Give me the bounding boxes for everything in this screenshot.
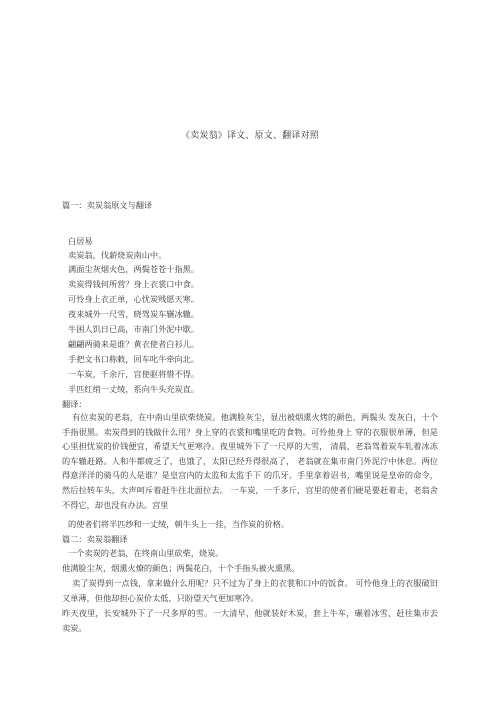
section2-line: 一个卖炭的老翁，在终南山里砍柴，烧炭。 [68,548,224,558]
poem-line: 半匹红绡一丈绫，系向牛头充炭直。 [68,384,200,394]
poem-line: 夜来城外一尺雪，晓驾炭车辗冰辙。 [68,309,200,319]
translation-tail: 的使者们将半匹纱和一丈绫，朝牛头上一挂，当作炭的价格。 [68,519,290,529]
section-heading: 篇一：卖炭翁原文与翻译 [62,200,153,210]
poem-author: 白居易 [68,236,93,246]
section2-paragraph: 卖了炭得到一点钱，拿来做什么用呢？只不过为了身上的衣裳和口中的饭食。 可怜他身上的衣服破旧又单薄，但他却担心炭价太低，只盼望天气更加寒冷。 [62,578,438,603]
poem-line: 牛困人饥日已高，市南门外泥中歇。 [68,324,200,334]
poem-line: 一车炭，千余斤，宫使驱将惜不得。 [68,369,200,379]
section2-paragraph: 昨天夜里，长安城外下了一尺多厚的雪。一大清早，他就装好木炭，套上牛车，碾着冰雪，赶往集市去卖炭。 [62,608,438,633]
translation-paragraph: 有位卖炭的老翁，在中南山里砍柴烧炭。他满脸灰尘，显出被烟熏火烤的颜色，两鬓头 发灰白，十个手指很黑。卖炭得到的钱做什么用？身上穿的衣裳和嘴里吃的食物。可怜他身上 穿的衣服很单薄，但是心里担忧炭的价钱便宜，希望天气更寒冷。夜里城外下了一尺厚的大雪， 清晨，老翁驾着炭车轧着冰冻的车辙赶路。人和牛都疲乏了，也饿了，太阳已经升得很高了， 老翁就在集市南门外泥泞中休息。两位得意洋洋的骑马的人是谁？是皇宫内的太监和太监手下 的爪牙。手里拿着诏书，嘴里说是皇帝的命令，然后拉转车头，大声呵斥着赶牛往北面拉去。 一车炭，一千多斤，宫里的使者们硬是要赶着走，老翁舍不得它，却也没有办法。宫里 [62,412,438,510]
poem-line: 卖炭翁，伐薪烧炭南山中。 [68,250,167,260]
section2-line: 他满脸尘灰，烟熏火燎的颜色；两鬓花白，十个手指头被火熏黑。 [62,563,300,573]
poem-line: 卖炭得钱何所营？身上衣裳口中食。 [68,279,200,289]
poem-line: 手把文书口称敕，回车叱牛牵向北。 [68,354,200,364]
section-heading: 篇二：卖炭翁翻译 [62,534,128,544]
translation-label: 翻译： [62,399,87,409]
document-title: 《卖炭翁》译文、原文、翻译对照 [180,131,319,141]
poem-line: 满面尘灰烟火色，两鬓苍苍十指黑。 [68,264,200,274]
poem-line: 翩翩两骑来是谁？黄衣使者白衫儿。 [68,339,200,349]
poem-line: 可怜身上衣正单，心忧炭贱愿天寒。 [68,294,200,304]
